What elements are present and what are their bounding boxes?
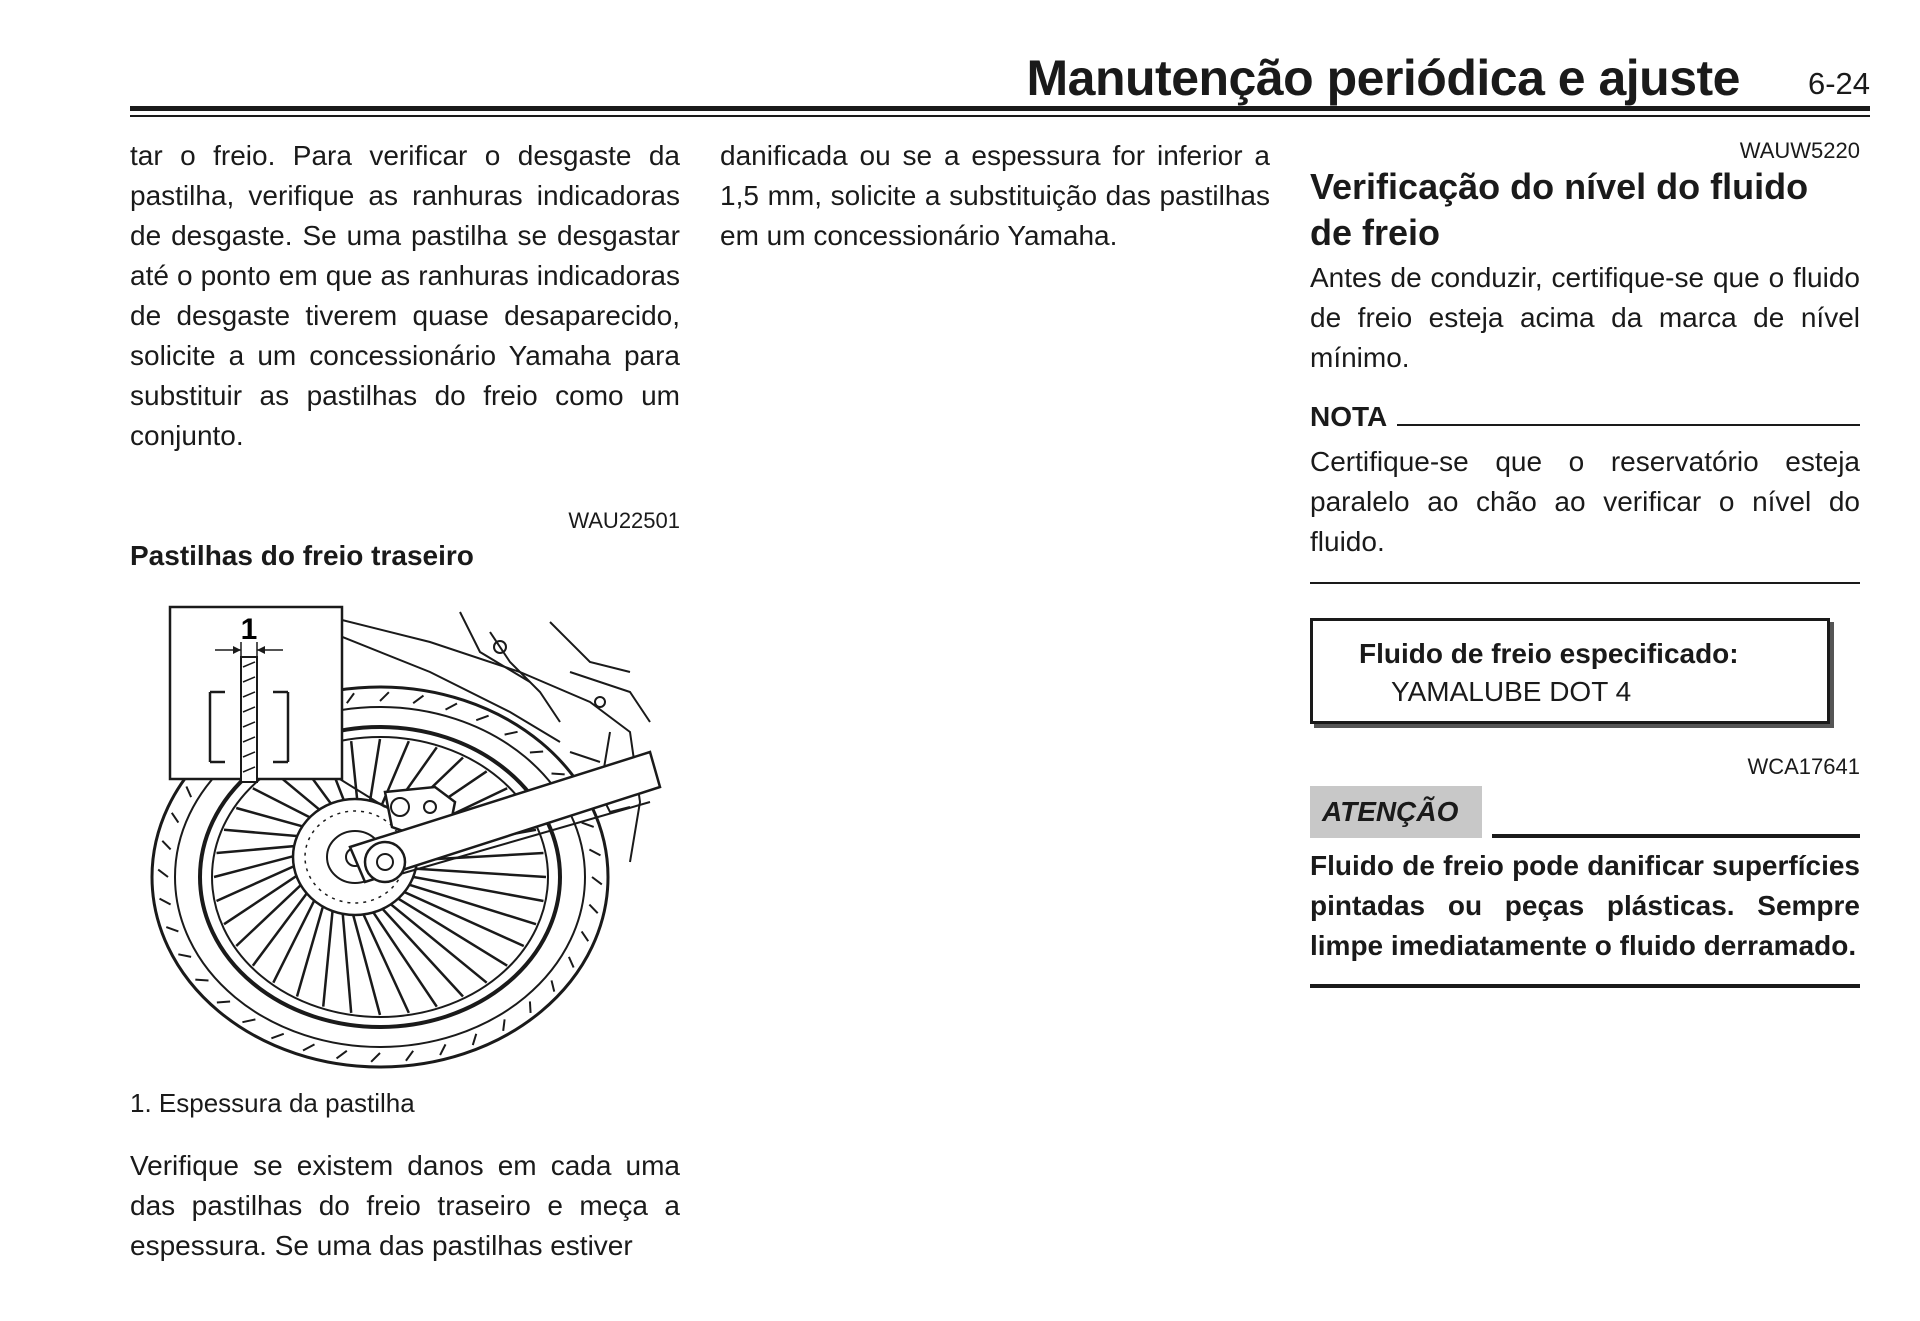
tire-tread bbox=[271, 1034, 283, 1039]
note-end-rule bbox=[1310, 582, 1860, 584]
tire-tread bbox=[530, 752, 543, 753]
tire-tread bbox=[446, 703, 457, 709]
section-title: Pastilhas do freio traseiro bbox=[130, 540, 474, 571]
caution-label: ATENÇÃO bbox=[1310, 786, 1482, 838]
tire-tread bbox=[582, 823, 594, 827]
tire-tread bbox=[582, 931, 589, 941]
tire-tread bbox=[406, 1051, 413, 1061]
tire-tread bbox=[569, 957, 574, 968]
tire-tread bbox=[473, 1034, 476, 1045]
page-title: Manutenção periódica e ajuste bbox=[1026, 50, 1740, 106]
tire-tread bbox=[552, 774, 565, 775]
spec-box bbox=[1310, 618, 1830, 724]
rear-brake-figure bbox=[130, 602, 680, 1072]
section-code: WAU22501 bbox=[568, 508, 680, 533]
tire-tread bbox=[337, 1051, 347, 1059]
caution-text: Fluido de freio pode danificar superfícies pintadas ou peças plásticas. Sempre limpe imediatamente o fluido derramado. bbox=[1310, 850, 1860, 961]
tire-tread bbox=[476, 716, 488, 721]
tire-tread bbox=[592, 877, 602, 884]
tire-tread bbox=[162, 841, 170, 850]
note-header bbox=[1310, 400, 1860, 434]
tire-tread bbox=[217, 1001, 230, 1002]
tire-tread bbox=[160, 899, 171, 905]
tire-tread bbox=[413, 696, 423, 704]
caution-end-rule bbox=[1310, 984, 1860, 988]
figure-caption: 1. Espessura da pastilha bbox=[130, 1088, 415, 1118]
column-middle bbox=[720, 136, 1270, 256]
tire-tread bbox=[503, 1019, 504, 1031]
caution-header bbox=[1310, 786, 1860, 838]
section-title: Verificação do nível do fluido de freio bbox=[1310, 166, 1809, 253]
tire-tread bbox=[371, 1053, 380, 1062]
column-right bbox=[1310, 138, 1860, 988]
tire-tread bbox=[589, 849, 600, 855]
tire-tread bbox=[242, 1019, 255, 1022]
tire-tread bbox=[166, 927, 178, 931]
tire-tread bbox=[380, 692, 389, 701]
page-number: 6-24 bbox=[1807, 66, 1870, 101]
section-code: WAUW5220 bbox=[1739, 138, 1860, 163]
tire-tread bbox=[440, 1044, 445, 1055]
tire-tread bbox=[186, 786, 191, 797]
spec-title: Fluido de freio especificado: bbox=[1359, 638, 1739, 669]
column-left bbox=[130, 136, 680, 1266]
tire-tread bbox=[303, 1044, 314, 1050]
paragraph-wear-check: tar o freio. Para verificar o desgaste da pastilha, verifique as ranhuras indicadoras de desgaste. Se uma pastilha se desgastar até o ponto em que as ranhuras indicadoras de desgaste tiverem quase desaparecido, solicite a um concessionário Yamaha para substituir as pastilhas do freio como um conjunto. bbox=[130, 140, 680, 451]
header-rule-thick bbox=[130, 106, 1870, 111]
spec-value: YAMALUBE DOT 4 bbox=[1391, 676, 1632, 707]
paragraph-damage-check: Verifique se existem danos em cada uma das pastilhas do freio traseiro e meça a espessura. Se uma das pastilhas estiver bbox=[130, 1150, 680, 1261]
tire-tread bbox=[178, 954, 191, 957]
caution-rule bbox=[1492, 834, 1860, 838]
tire-tread bbox=[347, 693, 354, 703]
tire-tread bbox=[195, 980, 208, 981]
figure-callout-1: 1 bbox=[240, 613, 258, 646]
note-text: Certifique-se que o reservatório esteja paralelo ao chão ao verificar o nível do fluido. bbox=[1310, 446, 1860, 557]
tire-tread bbox=[172, 813, 179, 823]
tire-tread bbox=[589, 905, 597, 914]
tire-tread bbox=[552, 980, 555, 991]
paragraph-fluid-level: Antes de conduzir, certifique-se que o fluido de freio esteja acima da marca de nível mínimo. bbox=[1310, 262, 1860, 373]
note-rule bbox=[1397, 424, 1860, 426]
paragraph-replacement: danificada ou se a espessura for inferior a 1,5 mm, solicite a substituição das pastilhas em um concessionário Yamaha. bbox=[720, 140, 1270, 251]
tire-tread bbox=[530, 1001, 531, 1012]
header-rule-thin bbox=[130, 115, 1870, 117]
caution-code: WCA17641 bbox=[1747, 754, 1860, 779]
tire-tread bbox=[505, 732, 518, 735]
tire-tread bbox=[158, 870, 168, 877]
rear-wheel-illustration bbox=[130, 602, 680, 1072]
note-label: NOTA bbox=[1310, 401, 1388, 432]
